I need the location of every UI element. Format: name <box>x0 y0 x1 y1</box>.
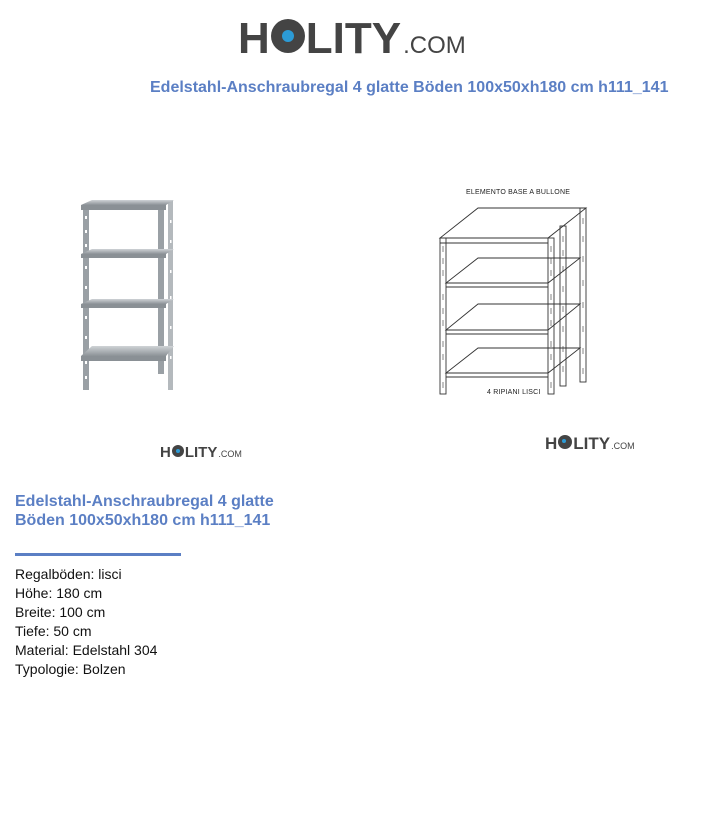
drawing-caption-top: ELEMENTO BASE A BULLONE <box>466 189 571 196</box>
logo-text-lity: LITY <box>305 14 402 63</box>
logo-suffix: .COM <box>611 441 635 451</box>
holity-logo-watermark-left <box>160 445 242 461</box>
spec-item-depth: Tiefe: 50 cm <box>15 623 92 639</box>
spec-item-width: Breite: 100 cm <box>15 604 106 620</box>
logo-suffix: .COM <box>218 449 242 459</box>
drawing-caption-bottom: 4 RIPIANI LISCI <box>487 389 541 396</box>
logo-o-mark-icon <box>558 435 572 449</box>
logo-o-mark-icon <box>172 445 184 457</box>
spec-item-material: Material: Edelstahl 304 <box>15 642 158 658</box>
product-heading: Edelstahl-Anschraubregal 4 glatte Böden 100x50xh180 cm h111_141 <box>15 493 274 529</box>
logo-text-h: H <box>160 444 171 461</box>
logo-text-lity: LITY <box>573 434 611 453</box>
page-title: Edelstahl-Anschraubregal 4 glatte Böden 100x50xh180 cm h111_141 <box>150 79 669 96</box>
technical-drawing <box>432 186 592 400</box>
product-photo <box>78 196 180 394</box>
holity-logo[interactable] <box>238 16 466 62</box>
spec-item-shelves: Regalböden: lisci <box>15 566 122 582</box>
logo-o-mark-icon <box>271 19 305 53</box>
spec-list <box>15 565 157 679</box>
holity-logo-watermark-right <box>545 435 635 452</box>
logo-text-h: H <box>545 434 558 453</box>
heading-underline <box>15 553 181 556</box>
spec-item-type: Typologie: Bolzen <box>15 661 126 677</box>
logo-text-h: H <box>238 14 270 63</box>
spec-item-height: Höhe: 180 cm <box>15 585 103 601</box>
logo-text-lity: LITY <box>184 444 218 461</box>
logo-suffix: .COM <box>403 32 466 59</box>
